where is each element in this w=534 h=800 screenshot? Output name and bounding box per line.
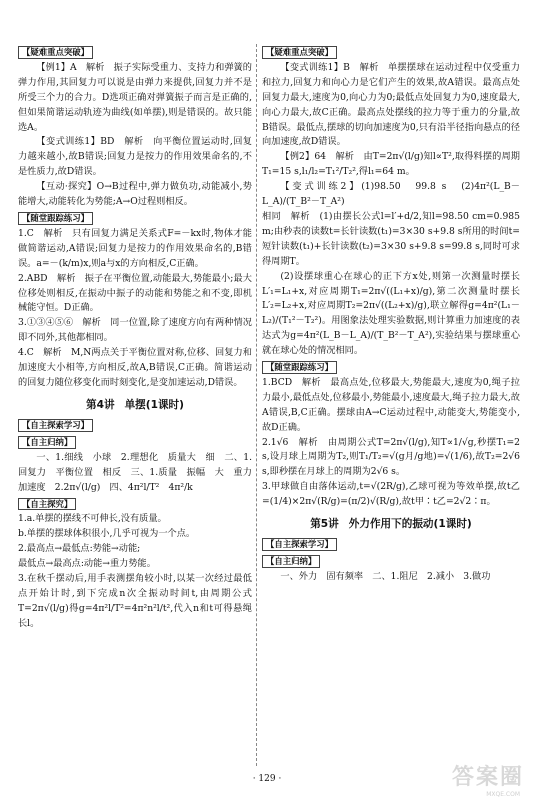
explore-line-4: 最低点→最高点:动能→重力势能。 xyxy=(18,558,156,570)
lecture-5-number: 第5讲 xyxy=(310,518,339,531)
practice-q2: 2.ABD 解析 振子在平衡位置,动能最大,势能最小;最大位移处则相反,在振动中振子的动能和势能之和不变,即机械能守恒。D正确。 xyxy=(18,272,252,314)
practice-right-q3: 3.甲球做自由落体运动,t=√(2R/g),乙球可视为等效单摆,故t乙=(1/4)×2π√(R/g)=(π/2)√(R/g),故t甲∶t乙=2√2∶π。 xyxy=(262,481,520,508)
section-tag-keypoint-right: 【疑难重点突破】 xyxy=(262,46,337,59)
explore-line-2: b.单摆的摆球体积很小,几乎可视为一个点。 xyxy=(18,528,196,540)
lecture-5-title: 外力作用下的振动(1课时) xyxy=(348,518,472,531)
explore-line-1: 1.a.单摆的摆线不可伸长,没有质量。 xyxy=(18,513,167,525)
lecture-5-heading xyxy=(262,516,520,533)
section-tag-practice: 【随堂跟踪练习】 xyxy=(18,212,93,225)
example-1-answer: 【例1】A 解析 振子实际受重力、支持力和弹簧的弹力作用,其回复力可以说是由弹力来提供,回复力并不是所受三个力的合力。D选项正确对弹簧振子而言是正确的,但如果简谐运动轨迹为曲线(如单摆),则是错误的。故只能选A。 xyxy=(18,61,252,133)
practice-q1: 1.C 解析 只有回复力满足关系式F=－kx时,物体才能做简谐运动,A错误;回复力是按力的作用效果命名的,B错误。a=－(k/m)x,则a与x的方向相反,C正确。 xyxy=(18,227,252,269)
practice-right-q2: 2.1√6 解析 由周期公式T=2π√(l/g),知T∝1/√g,秒摆T₁=2 s,设月球上周期为T₂,则T₁/T₂=√(g月/g地)=√(1/6),故T₂=2√6 s,即秒摆在月球上的周期为2√6 s。 xyxy=(262,436,520,478)
variant-1-answer-right: 【变式训练1】B 解析 单摆摆球在运动过程中仅受重力和拉力,回复力和向心力是它们产生的效果,故A错误。最高点处回复力最大,速度为0,向心力为0;最低点处回复力为0,速度最大,向心力最大,故C正确。最高点处摆线的拉力等于重力的分量,故B错误。最低点,摆球的切向加速度为0,只有沿半径指向悬点的径向加速度,故D错误。 xyxy=(262,61,520,148)
explore-line-5: 3.在秋千摆动后,用手表测摆角较小时,以某一次经过最低点开始计时,到下完成n次全振动时间t,由周期公式T=2π√(l/g)得g=4π²l/T²=4π²n²l/t²,代入n和t可得悬绳长l。 xyxy=(18,573,252,629)
variant-2-part-2: (2)设摆球重心在球心的正下方x处,则第一次测量时摆长L′₁=L₁+x,对应周期T₁=2π√((L₁+x)/g),第二次测量时摆长L′₂=L₂+x,对应周期T₂=2π√((L₂+x)/g),联立解得g=4π²(L₁－L₂)/(T₁²－T₂²)。用图象法处理实验数据,则计算重力加速度的表达式为g=4π²(L_B－L_A)/(T_B²－T_A²),实验结果与摆球重心就在球心处的情况相同。 xyxy=(262,270,520,357)
section-tag-induce-right: 【自主归纳】 xyxy=(262,555,320,568)
lecture-4-heading xyxy=(18,397,252,414)
section-tag-induce: 【自主归纳】 xyxy=(18,436,76,449)
watermark-logo: 答案圈 xyxy=(451,765,524,791)
section-tag-explore: 【自主探究】 xyxy=(18,498,76,511)
example-2-answer: 【例2】64 解析 由T=2π√(l/g)知l∝T²,取得料摆的周期T₁=15 s,l₁/l₂=T₁²/T₂²,得l₁=64 m。 xyxy=(262,151,520,178)
section-tag-practice-right: 【随堂跟踪练习】 xyxy=(262,361,337,374)
left-column xyxy=(18,44,252,632)
practice-right-q1: 1.BCD 解析 最高点处,位移最大,势能最大,速度为0,绳子拉力最小,最低点处,位移最小,势能最小,速度最大,绳子拉力最大,故A错误,B,C正确。摆球由A→C运动过程中,动能变大,势能变小,故D正确。 xyxy=(262,376,520,433)
interact-explore-answer: 【互动·探究】O→B过程中,弹力做负功,动能减小,势能增大,动能转化为势能;A→O过程则相反。 xyxy=(18,181,252,208)
page-number: · 129 · xyxy=(252,774,282,784)
variant-2-part-1: 相同 解析 (1)由摆长公式l=l′+d/2,知l=98.50 cm=0.985 m;由秒表的读数t=长针读数(t₁)=3×30 s+9.8 s所用的时间t=短针读数(t₁)+长针读数(t₂)=3×30 s+9.8 s=99.8 s,同时可求得周期T。 xyxy=(262,210,520,267)
practice-q4: 4.C 解析 M,N两点关于平衡位置对称,位移、回复力和加速度大小相等,方向相反,故A,B错误,C正确。简谐运动的回复力随位移变化而时刻变化,是变加速运动,D错误。 xyxy=(18,347,252,388)
section-tag-keypoint: 【疑难重点突破】 xyxy=(18,46,93,59)
variant-1-answer: 【变式训练1】BD 解析 向平衡位置运动时,回复力越来越小,故B错误;回复力是按力的作用效果命名的,不是性质力,故D错误。 xyxy=(18,136,252,178)
column-divider xyxy=(256,44,257,766)
lecture-4-number: 第4讲 xyxy=(86,398,115,411)
practice-q3: 3.①③④⑤⑥ 解析 同一位置,除了速度方向有两种情况即不同外,其他都相同。 xyxy=(18,317,252,344)
induce-answers: 一、1.细线 小球 2.理想化 质量大 细 二、1.回复力 平衡位置 相反 三、1.质量 振幅 大 重力加速度 2.2π√(l/g) 四、4π²l/T² 4π²/k xyxy=(18,451,252,493)
induce-answers-right: 一、外力 固有频率 二、1.阻尼 2.减小 3.做功 xyxy=(280,571,491,583)
watermark-url: MXQE.COM xyxy=(486,791,520,799)
explore-line-3: 2.最高点→最低点:势能→动能; xyxy=(18,543,141,555)
section-tag-self-study-right: 【自主探索学习】 xyxy=(262,538,337,551)
right-column xyxy=(262,44,520,585)
variant-2-head: 【变式训练2】(1)98.50 99.8 s (2)4π²(L_B－L_A)/(T_B²－T_A²) xyxy=(262,181,520,208)
lecture-4-title: 单摆(1课时) xyxy=(124,398,184,411)
section-tag-self-study: 【自主探索学习】 xyxy=(18,419,93,432)
